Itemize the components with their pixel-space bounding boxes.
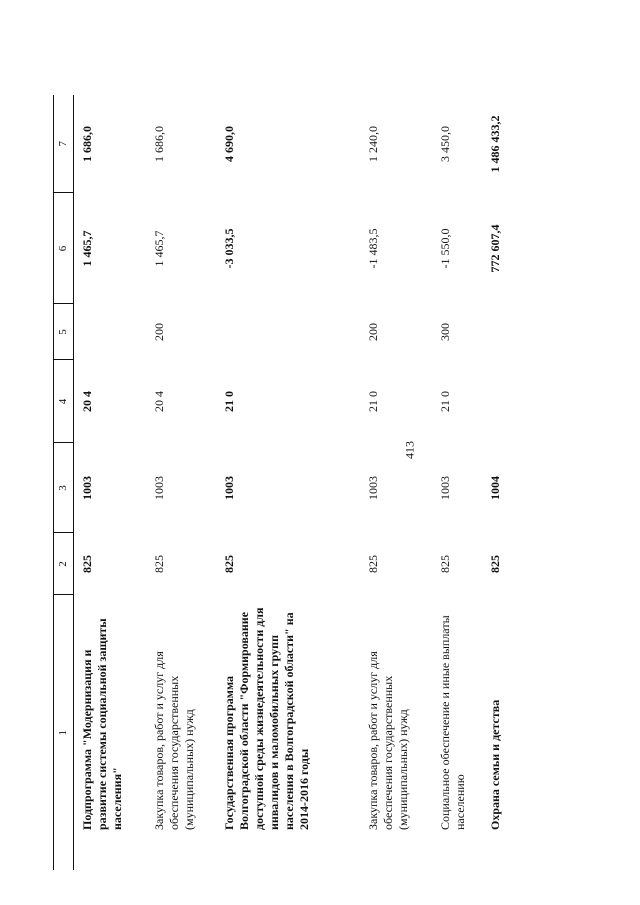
column-header: 1 [54,595,74,870]
cell-ved: 825 [438,555,452,573]
column-header: 6 [54,193,74,304]
cell-target: 21 0 [438,391,452,412]
cell-change: -1 483,5 [366,228,380,269]
budget-table [53,95,512,870]
cell-target: 21 0 [366,391,380,412]
table-row [74,95,147,870]
cell-change: 772 607,4 [488,224,502,273]
column-header: 3 [54,443,74,533]
cell-section: 1003 [366,476,380,500]
cell-ved: 825 [152,555,166,573]
budget-table-rotated [53,95,598,870]
column-header: 2 [54,533,74,595]
cell-expense-type: 300 [438,323,452,341]
cell-expense-type: 200 [152,323,166,341]
cell-change: 1 465,7 [80,230,94,267]
row-name: Закупка товаров, работ и услуг для обеспечения государственных (муниципальных) нужд [152,651,196,830]
cell-expense-type [482,304,512,360]
cell-change: -3 033,5 [222,228,236,269]
cell-section: 1003 [152,476,166,500]
row-name: Подпрограмма "Модернизация и развитие системы социальной защиты населения" [80,618,124,830]
cell-change: -1 550,0 [438,228,452,269]
column-header: 5 [54,304,74,360]
table-row [482,95,512,870]
cell-total: 1 686,0 [152,126,166,162]
cell-total: 4 690,0 [222,126,236,162]
row-name: Социальное обеспечение и иные выплаты населению [438,615,467,830]
cell-total: 1 486 433,2 [488,115,502,173]
cell-target: 21 0 [222,391,236,412]
cell-total: 1 240,0 [366,126,380,162]
page-number: 413 [402,441,417,459]
cell-ved: 825 [222,555,236,573]
cell-target: 20 4 [152,391,166,412]
row-name: Охрана семьи и детства [488,699,502,830]
header-row [54,95,74,870]
cell-section: 1004 [488,476,502,500]
cell-section: 1003 [222,476,236,500]
row-name: Государственная программа Волгоградской области "Формирование доступной среды жизнедеятельности для инвалидов и маломобильных групп населения в Волгоградской области" на 2014-2016 годы [222,607,311,830]
cell-section: 1003 [438,476,452,500]
cell-ved: 825 [488,555,502,573]
cell-expense-type [216,304,360,360]
table-row [360,95,432,870]
cell-expense-type: 200 [366,323,380,341]
cell-ved: 825 [80,555,94,573]
table-row [216,95,360,870]
cell-target: 20 4 [80,391,94,412]
cell-section: 1003 [80,476,94,500]
cell-ved: 825 [366,555,380,573]
cell-target [482,360,512,443]
table-row [432,95,482,870]
column-header: 4 [54,360,74,443]
cell-total: 3 450,0 [438,126,452,162]
table-row [146,95,216,870]
row-name: Закупка товаров, работ и услуг для обеспечения государственных (муниципальных) нужд [366,651,410,830]
cell-expense-type [74,304,147,360]
column-header: 7 [54,95,74,193]
cell-change: 1 465,7 [152,230,166,267]
cell-total: 1 686,0 [80,126,94,162]
